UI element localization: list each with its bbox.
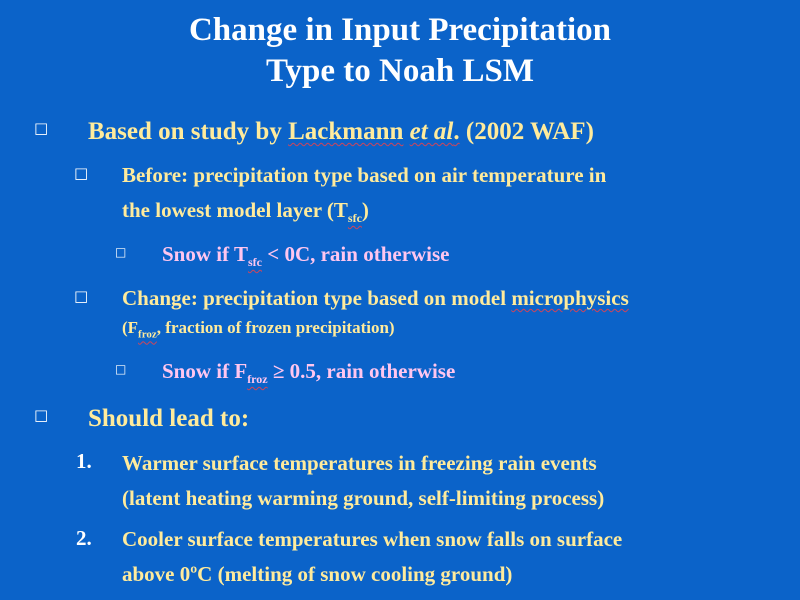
bullet-change: Change: precipitation type based on model microphysics ($F_{froz}$, fraction of frozen precipitation) [122, 286, 629, 341]
square-bullet-icon: □ [34, 406, 49, 424]
et-al: et al [409, 118, 454, 145]
list-item: Warmer surface temperatures in freezing rain events (latent heating warming ground, self-limiting process) [122, 451, 605, 510]
list-item: Cooler surface temperatures when snow falls on surface above 0ºC (melting of snow cooling ground) [122, 527, 623, 586]
bullet-based-on-study: Based on study by Lackmann et al. (2002 WAF) [88, 118, 594, 145]
slide-title [0, 10, 800, 92]
rule-ffroz: Snow if $F_{froz} \ge 0.5$, rain otherwise [162, 359, 456, 387]
square-bullet-icon: □ [74, 287, 89, 305]
square-bullet-icon: □ [115, 245, 127, 259]
square-bullet-icon: □ [115, 362, 127, 376]
rule-tsfc: Snow if $T_{sfc} < 0C$, rain otherwise [162, 242, 450, 270]
list-number: 1. [76, 449, 92, 473]
bullet-should-lead-to: Should lead to: [88, 405, 250, 432]
square-bullet-icon: □ [74, 164, 89, 182]
author-name: Lackmann [288, 118, 404, 145]
title-line-2: Type to Noah LSM [266, 53, 534, 89]
bullet-before: Before: precipitation type based on air temperature in the lowest model layer $(T_{sfc})$ [122, 163, 607, 226]
square-bullet-icon: □ [34, 119, 49, 137]
title-line-1: Change in Input Precipitation [188, 12, 612, 48]
list-number: 2. [76, 526, 92, 550]
